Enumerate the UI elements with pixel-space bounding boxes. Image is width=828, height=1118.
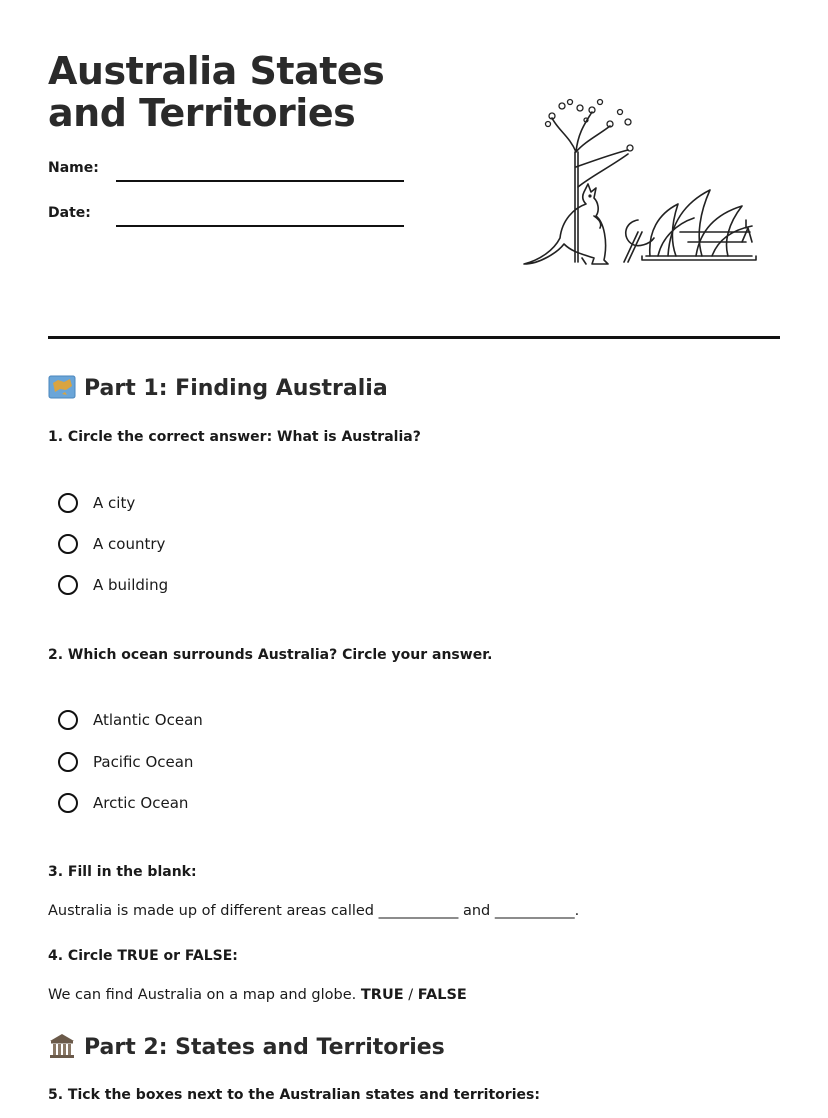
name-label: Name:	[48, 160, 99, 176]
option-label: A city	[93, 494, 136, 512]
question-5: 5. Tick the boxes next to the Australian states and territories:	[48, 1087, 540, 1103]
question-3: 3. Fill in the blank:	[48, 864, 197, 880]
part2-heading	[48, 1033, 445, 1060]
q1-option-1[interactable]	[58, 491, 135, 515]
section-divider	[48, 336, 780, 339]
q4-statement	[48, 987, 467, 1003]
true-false-separator: /	[403, 987, 418, 1003]
radio-circle[interactable]	[58, 793, 78, 813]
q2-option-2[interactable]	[58, 750, 193, 774]
option-label: Atlantic Ocean	[93, 711, 203, 729]
question-1: 1. Circle the correct answer: What is Australia?	[48, 429, 421, 445]
radio-circle[interactable]	[58, 493, 78, 513]
q1-option-3[interactable]	[58, 573, 168, 597]
question-2: 2. Which ocean surrounds Australia? Circle your answer.	[48, 647, 493, 663]
part1-heading	[48, 374, 388, 401]
q2-option-3[interactable]	[58, 791, 188, 815]
name-input-line[interactable]	[116, 180, 404, 182]
question-4: 4. Circle TRUE or FALSE:	[48, 948, 238, 964]
q2-option-1[interactable]	[58, 708, 203, 732]
option-label: Arctic Ocean	[93, 794, 189, 812]
false-option[interactable]: FALSE	[417, 987, 467, 1003]
worksheet-title: Australia States and Territories	[48, 49, 385, 135]
classical-building-icon	[48, 1033, 76, 1059]
q3-fill-blank-sentence: Australia is made up of different areas called ___________ and ___________.	[48, 903, 580, 919]
q1-option-2[interactable]	[58, 532, 165, 556]
date-label: Date:	[48, 205, 91, 221]
option-label: Pacific Ocean	[93, 753, 194, 771]
radio-circle[interactable]	[58, 710, 78, 730]
map-icon	[48, 374, 76, 400]
option-label: A building	[93, 576, 169, 594]
date-input-line[interactable]	[116, 225, 404, 227]
radio-circle[interactable]	[58, 752, 78, 772]
option-label: A country	[93, 535, 166, 553]
q4-sentence: We can find Australia on a map and globe.	[48, 987, 361, 1003]
part1-title: Part 1: Finding Australia	[84, 376, 388, 401]
radio-circle[interactable]	[58, 534, 78, 554]
true-option[interactable]: TRUE	[360, 987, 404, 1003]
part2-title: Part 2: States and Territories	[84, 1035, 445, 1060]
radio-circle[interactable]	[58, 575, 78, 595]
kangaroo-opera-house-illustration	[520, 92, 760, 272]
